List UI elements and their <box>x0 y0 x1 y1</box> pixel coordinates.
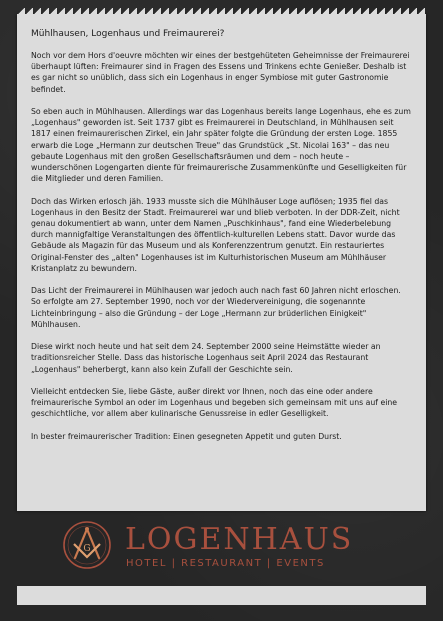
paragraph-ddr: Doch das Wirken erlosch jäh. 1933 musste sich die Mühlhäuser Loge auflösen; 1935 fiel das Logenhaus in den Besitz der Stadt. Freimaurerei war und blieb verboten. In der DDR-Zeit, nicht genau dokumentiert ab wann, unter dem Namen „Puschkinhaus", fand eine Wiederbelebung durch mannigfaltige Veranstaltungen des öffentlich-kulturellen Lebens statt. Davor wurde das Gebäude als Magazin für das Museum und als Konferenzzentrum genutzt. Ein restauriertes Original-Fenster des „alten" Logenhauses ist im Kulturhistorischen Museum am Mühlhäuser Kristanplatz zu bewundern. <box>31 196 400 273</box>
page-title: Mühlhausen, Logenhaus und Freimaurerei? <box>31 29 225 39</box>
square-and-compass-icon <box>62 520 112 570</box>
logo-tagline: HOTEL | RESTAURANT | EVENTS <box>126 558 325 569</box>
paragraph-history: So eben auch in Mühlhausen. Allerdings war das Logenhaus bereits lange Logenhaus, ehe es zum „Logenhaus" geworden ist. Seit 1737 gibt es Freimaurerei in Deutschland, in Mühlhausen seit 1817 einen freimaurerischen Zirkel, ein Jahr später folgte die Gründung der ersten Loge. 1855 erwarb die Loge „Hermann zur deutschen Treue" das Grundstück „St. Nicolai 163" – das neu gebaute Logenhaus mit den großen Gesellschaftsräumen und dem – noch heute – wunderschönen Logengarten diente für freimaurerische Zusammenkünfte und Geselligkeiten für die Mitglieder und deren Familien. <box>31 107 411 184</box>
paragraph-closing: In bester freimaurerischer Tradition: Einen gesegneten Appetit und guten Durst. <box>31 431 342 441</box>
text-card <box>17 14 426 511</box>
paragraph-intro: Noch vor dem Hors d'oeuvre möchten wir eines der bestgehüteten Geheimnisse der Freimaurerei überhaupt lüften: Freimaurer sind in Fragen des Essens und Trinkens echte Genießer. Deshalb ist es gar nicht so unüblich, dass sich ein Logenhaus in enger Symbiose mit guter Gastronomie befindet. <box>31 51 410 94</box>
bottom-strip <box>17 586 426 605</box>
document-content <box>31 28 412 453</box>
paragraph-1990: Das Licht der Freimaurerei in Mühlhausen war jedoch auch nach fast 60 Jahren nicht erloschen. So erfolgte am 27. September 1990, noch vor der Wiedervereinigung, die sogenannte Lichteinbringung – also die Gründung – der Loge „Hermann zur brüderlichen Einigkeit" Mühlhausen. <box>31 286 401 329</box>
svg-text:G: G <box>83 544 91 554</box>
paragraph-guests: Vielleicht entdecken Sie, liebe Gäste, außer direkt vor Ihnen, noch das eine oder andere freimaurerische Symbol an oder im Logenhaus und begeben sich gemeinsam mit uns auf eine geschichtliche, vor allem aber kulinarische Genussreise in edler Geselligkeit. <box>31 387 398 419</box>
logo-wordmark: LOGENHAUS <box>125 522 354 557</box>
paragraph-2000: Diese wirkt noch heute und hat seit dem 24. September 2000 seine Heimstätte wieder an traditionsreicher Stelle. Dass das historische Logenhaus seit April 2024 das Restaurant „Logenhaus" beherbergt, kann also kein Zufall der Geschichte sein. <box>31 342 381 374</box>
logenhaus-logo <box>0 516 443 576</box>
